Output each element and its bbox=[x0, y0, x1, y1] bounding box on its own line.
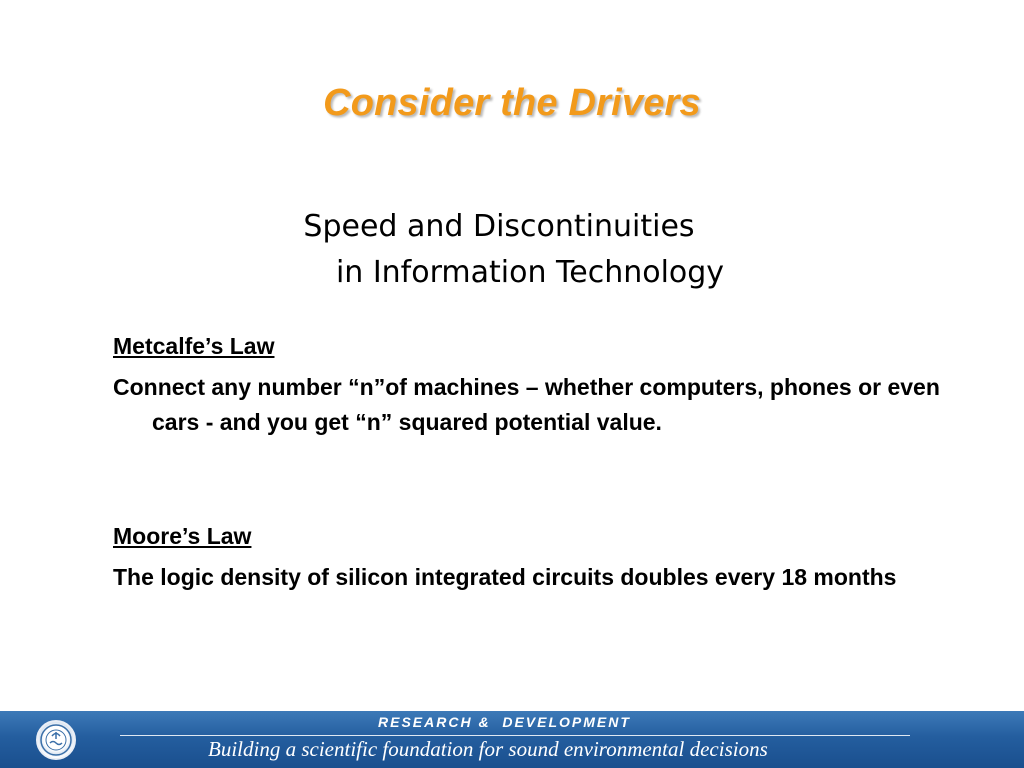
footer-tagline: Building a scientific foundation for sound environmental decisions bbox=[208, 737, 768, 761]
agency-seal-icon bbox=[36, 720, 76, 760]
footer-banner bbox=[0, 711, 1024, 768]
law-heading: Metcalfe’s Law bbox=[113, 333, 275, 359]
subtitle-line-2: in Information Technology bbox=[335, 255, 725, 290]
footer-heading: RESEARCH & DEVELOPMENT bbox=[378, 714, 631, 730]
law-section-moore bbox=[113, 519, 943, 595]
law-section-metcalfe bbox=[113, 329, 943, 440]
law-heading: Moore’s Law bbox=[113, 523, 252, 549]
footer-divider bbox=[120, 735, 910, 736]
slide-subtitle bbox=[240, 204, 820, 296]
law-description: The logic density of silicon integrated circuits doubles every 18 months bbox=[113, 564, 897, 590]
subtitle-line-1: Speed and Discontinuities bbox=[303, 209, 695, 244]
slide-title: Consider the Drivers bbox=[323, 82, 701, 124]
law-description: Connect any number “n”of machines – whether computers, phones or even cars - and you get “n” squared potential value. bbox=[113, 374, 940, 435]
